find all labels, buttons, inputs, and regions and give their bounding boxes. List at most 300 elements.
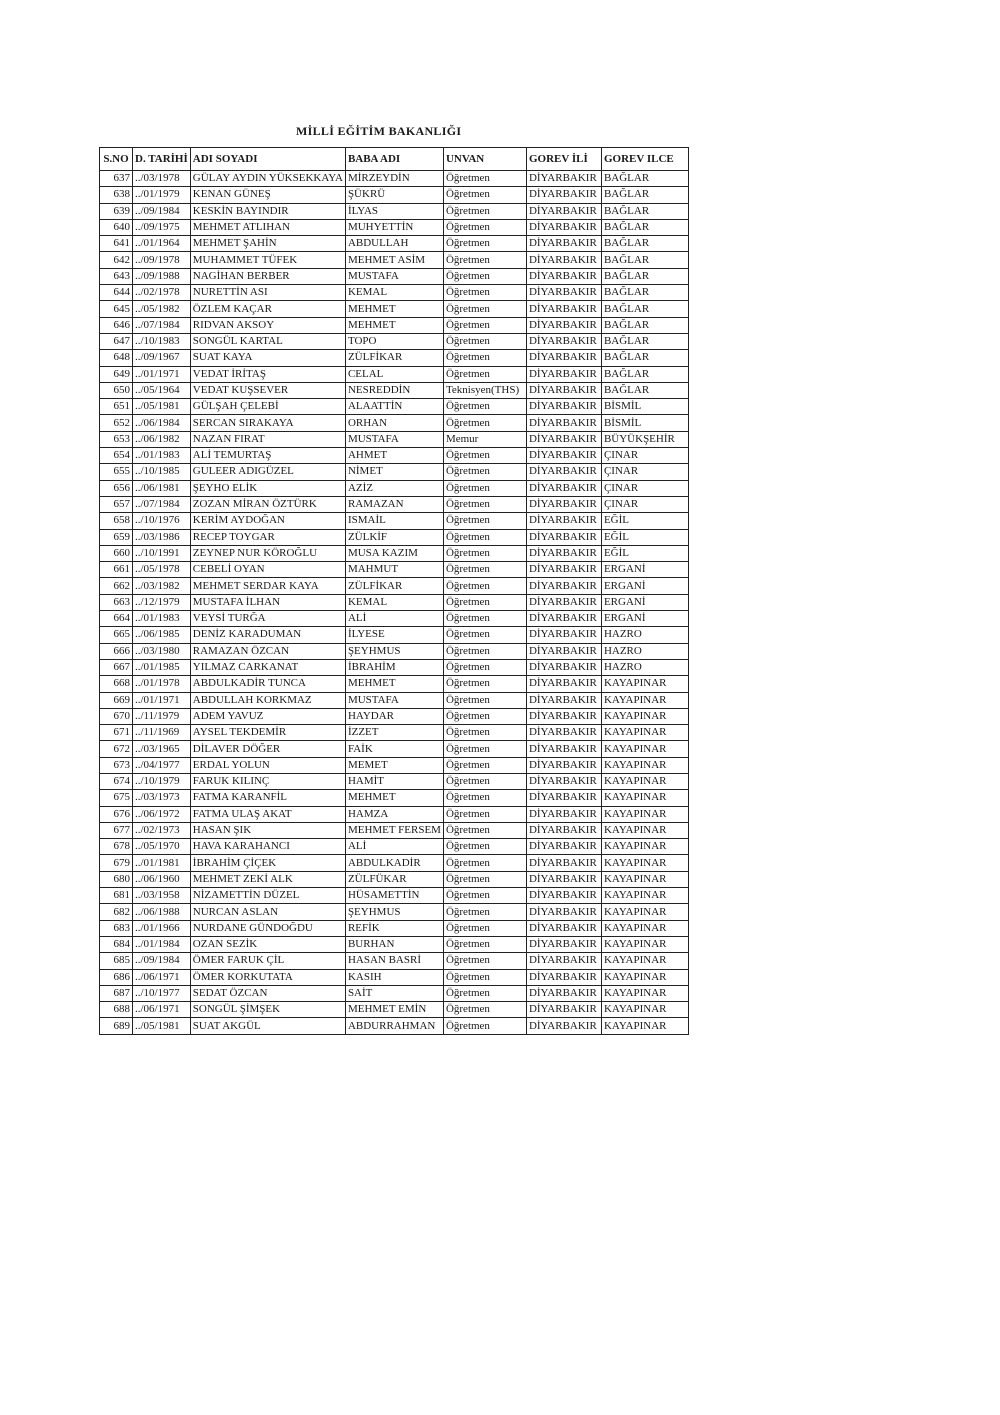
header-father-name: BABA ADI (345, 148, 443, 171)
cell-sno: 677 (100, 822, 133, 838)
cell-birth-date: ../10/1977 (133, 985, 191, 1001)
cell-province: DİYARBAKIR (526, 741, 601, 757)
cell-birth-date: ../02/1973 (133, 822, 191, 838)
cell-birth-date: ../06/1971 (133, 969, 191, 985)
cell-sno: 646 (100, 317, 133, 333)
cell-district: ERGANİ (601, 578, 688, 594)
cell-birth-date: ../10/1985 (133, 464, 191, 480)
table-row (100, 871, 689, 887)
cell-province: DİYARBAKIR (526, 366, 601, 382)
cell-district: KAYAPINAR (601, 953, 688, 969)
cell-district: ÇINAR (601, 496, 688, 512)
cell-title: Öğretmen (443, 496, 526, 512)
page-title: MİLLİ EĞİTİM BAKANLIĞI (296, 124, 462, 138)
cell-name: ZOZAN MİRAN ÖZTÜRK (190, 496, 345, 512)
cell-birth-date: ../05/1981 (133, 1018, 191, 1034)
cell-father-name: RAMAZAN (345, 496, 443, 512)
cell-district: KAYAPINAR (601, 725, 688, 741)
cell-father-name: AZİZ (345, 480, 443, 496)
cell-father-name: HAYDAR (345, 708, 443, 724)
cell-name: RIDVAN AKSOY (190, 317, 345, 333)
cell-sno: 681 (100, 888, 133, 904)
cell-district: KAYAPINAR (601, 741, 688, 757)
cell-title: Öğretmen (443, 513, 526, 529)
cell-birth-date: ../11/1969 (133, 725, 191, 741)
cell-district: BAĞLAR (601, 236, 688, 252)
cell-title: Öğretmen (443, 888, 526, 904)
table-row (100, 285, 689, 301)
cell-title: Öğretmen (443, 676, 526, 692)
cell-birth-date: ../01/1981 (133, 855, 191, 871)
cell-name: AYSEL TEKDEMİR (190, 725, 345, 741)
cell-birth-date: ../05/1964 (133, 382, 191, 398)
cell-sno: 689 (100, 1018, 133, 1034)
cell-province: DİYARBAKIR (526, 464, 601, 480)
cell-province: DİYARBAKIR (526, 480, 601, 496)
cell-name: KENAN GÜNEŞ (190, 187, 345, 203)
cell-birth-date: ../06/1971 (133, 1002, 191, 1018)
cell-title: Öğretmen (443, 659, 526, 675)
cell-district: BAĞLAR (601, 203, 688, 219)
cell-birth-date: ../09/1984 (133, 203, 191, 219)
cell-sno: 654 (100, 448, 133, 464)
cell-title: Öğretmen (443, 643, 526, 659)
cell-district: KAYAPINAR (601, 790, 688, 806)
cell-title: Öğretmen (443, 936, 526, 952)
cell-district: KAYAPINAR (601, 871, 688, 887)
cell-district: KAYAPINAR (601, 904, 688, 920)
cell-father-name: MUSTAFA (345, 268, 443, 284)
cell-father-name: CELAL (345, 366, 443, 382)
cell-name: NİZAMETTİN DÜZEL (190, 888, 345, 904)
table-row (100, 806, 689, 822)
cell-birth-date: ../01/1983 (133, 448, 191, 464)
cell-title: Öğretmen (443, 350, 526, 366)
table-row (100, 464, 689, 480)
cell-sno: 662 (100, 578, 133, 594)
table-row (100, 415, 689, 431)
cell-title: Öğretmen (443, 333, 526, 349)
personnel-table (99, 147, 689, 1035)
table-row (100, 839, 689, 855)
cell-father-name: ALİ (345, 839, 443, 855)
cell-district: EĞİL (601, 529, 688, 545)
cell-sno: 641 (100, 236, 133, 252)
cell-sno: 688 (100, 1002, 133, 1018)
cell-father-name: AHMET (345, 448, 443, 464)
cell-province: DİYARBAKIR (526, 790, 601, 806)
cell-birth-date: ../01/1966 (133, 920, 191, 936)
cell-district: KAYAPINAR (601, 985, 688, 1001)
cell-name: NURDANE GÜNDOĞDU (190, 920, 345, 936)
cell-province: DİYARBAKIR (526, 171, 601, 187)
cell-father-name: MUHYETTİN (345, 219, 443, 235)
cell-birth-date: ../03/1986 (133, 529, 191, 545)
cell-sno: 652 (100, 415, 133, 431)
cell-birth-date: ../10/1991 (133, 545, 191, 561)
table-row (100, 448, 689, 464)
cell-father-name: BURHAN (345, 936, 443, 952)
cell-father-name: ABDURRAHMAN (345, 1018, 443, 1034)
cell-name: FATMA KARANFİL (190, 790, 345, 806)
cell-father-name: ALİ (345, 611, 443, 627)
table-row (100, 985, 689, 1001)
cell-sno: 660 (100, 545, 133, 561)
cell-province: DİYARBAKIR (526, 268, 601, 284)
cell-title: Öğretmen (443, 741, 526, 757)
cell-name: MEHMET ATLIHAN (190, 219, 345, 235)
cell-birth-date: ../09/1988 (133, 268, 191, 284)
cell-title: Öğretmen (443, 611, 526, 627)
cell-title: Öğretmen (443, 236, 526, 252)
cell-birth-date: ../07/1984 (133, 317, 191, 333)
cell-title: Öğretmen (443, 757, 526, 773)
cell-birth-date: ../01/1971 (133, 366, 191, 382)
table-row (100, 431, 689, 447)
cell-birth-date: ../06/1982 (133, 431, 191, 447)
table-row (100, 773, 689, 789)
cell-province: DİYARBAKIR (526, 252, 601, 268)
cell-sno: 653 (100, 431, 133, 447)
cell-title: Öğretmen (443, 1002, 526, 1018)
cell-sno: 674 (100, 773, 133, 789)
cell-birth-date: ../01/1983 (133, 611, 191, 627)
cell-birth-date: ../11/1979 (133, 708, 191, 724)
table-header-row (100, 148, 689, 171)
cell-province: DİYARBAKIR (526, 969, 601, 985)
cell-sno: 639 (100, 203, 133, 219)
cell-birth-date: ../06/1985 (133, 627, 191, 643)
cell-father-name: ABDULLAH (345, 236, 443, 252)
table-row (100, 855, 689, 871)
cell-name: CEBELİ OYAN (190, 562, 345, 578)
cell-birth-date: ../12/1979 (133, 594, 191, 610)
cell-province: DİYARBAKIR (526, 888, 601, 904)
cell-province: DİYARBAKIR (526, 203, 601, 219)
cell-district: BAĞLAR (601, 252, 688, 268)
cell-birth-date: ../03/1982 (133, 578, 191, 594)
table-row (100, 888, 689, 904)
cell-name: NAZAN FIRAT (190, 431, 345, 447)
cell-father-name: İBRAHİM (345, 659, 443, 675)
cell-province: DİYARBAKIR (526, 757, 601, 773)
cell-birth-date: ../10/1983 (133, 333, 191, 349)
cell-title: Öğretmen (443, 725, 526, 741)
cell-birth-date: ../04/1977 (133, 757, 191, 773)
table-row (100, 708, 689, 724)
cell-sno: 638 (100, 187, 133, 203)
cell-sno: 655 (100, 464, 133, 480)
cell-name: VEDAT KUŞSEVER (190, 382, 345, 398)
table-row (100, 676, 689, 692)
cell-sno: 645 (100, 301, 133, 317)
cell-title: Öğretmen (443, 187, 526, 203)
cell-province: DİYARBAKIR (526, 545, 601, 561)
header-title: UNVAN (443, 148, 526, 171)
cell-father-name: NİMET (345, 464, 443, 480)
cell-title: Öğretmen (443, 171, 526, 187)
cell-name: ABDULKADİR TUNCA (190, 676, 345, 692)
cell-father-name: TOPO (345, 333, 443, 349)
cell-name: SERCAN SIRAKAYA (190, 415, 345, 431)
cell-district: KAYAPINAR (601, 676, 688, 692)
cell-district: ÇINAR (601, 464, 688, 480)
cell-birth-date: ../07/1984 (133, 496, 191, 512)
cell-sno: 642 (100, 252, 133, 268)
cell-name: ÖZLEM KAÇAR (190, 301, 345, 317)
cell-name: ZEYNEP NUR KÖROĞLU (190, 545, 345, 561)
cell-district: BAĞLAR (601, 333, 688, 349)
table-row (100, 171, 689, 187)
cell-title: Öğretmen (443, 1018, 526, 1034)
cell-name: GÜLŞAH ÇELEBİ (190, 399, 345, 415)
cell-father-name: NESREDDİN (345, 382, 443, 398)
cell-father-name: MEHMET FERSEM (345, 822, 443, 838)
cell-name: KERİM AYDOĞAN (190, 513, 345, 529)
cell-father-name: REFİK (345, 920, 443, 936)
table-row (100, 757, 689, 773)
cell-father-name: KASIH (345, 969, 443, 985)
cell-sno: 667 (100, 659, 133, 675)
cell-sno: 659 (100, 529, 133, 545)
cell-sno: 676 (100, 806, 133, 822)
cell-title: Öğretmen (443, 790, 526, 806)
cell-sno: 671 (100, 725, 133, 741)
cell-father-name: MEHMET EMİN (345, 1002, 443, 1018)
cell-name: HAVA KARAHANCI (190, 839, 345, 855)
cell-sno: 637 (100, 171, 133, 187)
cell-title: Öğretmen (443, 301, 526, 317)
cell-sno: 687 (100, 985, 133, 1001)
cell-district: ERGANİ (601, 594, 688, 610)
cell-sno: 683 (100, 920, 133, 936)
table-row (100, 187, 689, 203)
cell-name: KESKİN BAYINDIR (190, 203, 345, 219)
cell-sno: 678 (100, 839, 133, 855)
cell-district: BAĞLAR (601, 285, 688, 301)
cell-province: DİYARBAKIR (526, 285, 601, 301)
cell-birth-date: ../01/1979 (133, 187, 191, 203)
cell-sno: 650 (100, 382, 133, 398)
cell-province: DİYARBAKIR (526, 985, 601, 1001)
cell-father-name: MEMET (345, 757, 443, 773)
cell-name: RAMAZAN ÖZCAN (190, 643, 345, 659)
cell-name: GULEER ADIGÜZEL (190, 464, 345, 480)
cell-district: KAYAPINAR (601, 708, 688, 724)
table-row (100, 513, 689, 529)
cell-name: DENİZ KARADUMAN (190, 627, 345, 643)
cell-father-name: ALAATTİN (345, 399, 443, 415)
cell-title: Öğretmen (443, 578, 526, 594)
cell-birth-date: ../05/1981 (133, 399, 191, 415)
table-row (100, 317, 689, 333)
table-row (100, 920, 689, 936)
cell-sno: 673 (100, 757, 133, 773)
cell-name: ÖMER FARUK ÇİL (190, 953, 345, 969)
cell-father-name: HASAN BASRİ (345, 953, 443, 969)
cell-name: NURETTİN ASI (190, 285, 345, 301)
cell-sno: 648 (100, 350, 133, 366)
cell-father-name: FAİK (345, 741, 443, 757)
cell-name: SEDAT ÖZCAN (190, 985, 345, 1001)
table-row (100, 366, 689, 382)
cell-father-name: MUSTAFA (345, 431, 443, 447)
cell-sno: 666 (100, 643, 133, 659)
cell-province: DİYARBAKIR (526, 692, 601, 708)
cell-province: DİYARBAKIR (526, 333, 601, 349)
cell-birth-date: ../03/1978 (133, 171, 191, 187)
cell-province: DİYARBAKIR (526, 431, 601, 447)
cell-title: Öğretmen (443, 252, 526, 268)
cell-birth-date: ../05/1982 (133, 301, 191, 317)
cell-district: KAYAPINAR (601, 969, 688, 985)
cell-name: NURCAN ASLAN (190, 904, 345, 920)
cell-name: MEHMET ZEKİ ALK (190, 871, 345, 887)
cell-father-name: MİRZEYDİN (345, 171, 443, 187)
cell-name: İBRAHİM ÇİÇEK (190, 855, 345, 871)
header-province: GOREV İLİ (526, 148, 601, 171)
cell-father-name: ZÜLKİF (345, 529, 443, 545)
cell-name: SUAT KAYA (190, 350, 345, 366)
cell-district: BAĞLAR (601, 171, 688, 187)
cell-province: DİYARBAKIR (526, 496, 601, 512)
cell-province: DİYARBAKIR (526, 562, 601, 578)
cell-father-name: ŞEYHMUS (345, 904, 443, 920)
cell-sno: 675 (100, 790, 133, 806)
cell-province: DİYARBAKIR (526, 839, 601, 855)
cell-name: ALİ TEMURTAŞ (190, 448, 345, 464)
cell-province: DİYARBAKIR (526, 953, 601, 969)
cell-province: DİYARBAKIR (526, 415, 601, 431)
cell-name: GÜLAY AYDIN YÜKSEKKAYA (190, 171, 345, 187)
cell-province: DİYARBAKIR (526, 725, 601, 741)
cell-birth-date: ../09/1975 (133, 219, 191, 235)
cell-birth-date: ../09/1984 (133, 953, 191, 969)
cell-name: SONGÜL ŞİMŞEK (190, 1002, 345, 1018)
cell-name: ADEM YAVUZ (190, 708, 345, 724)
table-row (100, 1018, 689, 1034)
cell-province: DİYARBAKIR (526, 513, 601, 529)
cell-birth-date: ../09/1978 (133, 252, 191, 268)
table-row (100, 350, 689, 366)
header-sno: S.NO (100, 148, 133, 171)
cell-title: Öğretmen (443, 953, 526, 969)
cell-province: DİYARBAKIR (526, 1002, 601, 1018)
cell-title: Öğretmen (443, 594, 526, 610)
cell-birth-date: ../06/1972 (133, 806, 191, 822)
cell-province: DİYARBAKIR (526, 822, 601, 838)
cell-district: BAĞLAR (601, 382, 688, 398)
table-row (100, 741, 689, 757)
cell-province: DİYARBAKIR (526, 855, 601, 871)
cell-title: Öğretmen (443, 480, 526, 496)
cell-title: Öğretmen (443, 692, 526, 708)
cell-father-name: ABDULKADİR (345, 855, 443, 871)
cell-district: KAYAPINAR (601, 757, 688, 773)
cell-province: DİYARBAKIR (526, 904, 601, 920)
cell-title: Öğretmen (443, 871, 526, 887)
cell-district: BAĞLAR (601, 366, 688, 382)
cell-province: DİYARBAKIR (526, 301, 601, 317)
cell-title: Öğretmen (443, 529, 526, 545)
table-row (100, 725, 689, 741)
cell-birth-date: ../10/1976 (133, 513, 191, 529)
cell-title: Öğretmen (443, 920, 526, 936)
cell-name: YILMAZ CARKANAT (190, 659, 345, 675)
cell-father-name: MEHMET ASİM (345, 252, 443, 268)
cell-title: Öğretmen (443, 806, 526, 822)
cell-sno: 680 (100, 871, 133, 887)
cell-district: KAYAPINAR (601, 1018, 688, 1034)
cell-title: Öğretmen (443, 562, 526, 578)
table-row (100, 659, 689, 675)
cell-sno: 685 (100, 953, 133, 969)
cell-district: HAZRO (601, 659, 688, 675)
cell-name: HASAN ŞIK (190, 822, 345, 838)
table-row (100, 301, 689, 317)
cell-sno: 663 (100, 594, 133, 610)
cell-name: VEYSİ TURĞA (190, 611, 345, 627)
cell-sno: 644 (100, 285, 133, 301)
cell-name: MEHMET ŞAHİN (190, 236, 345, 252)
table-row (100, 236, 689, 252)
cell-father-name: HÜSAMETTİN (345, 888, 443, 904)
cell-district: KAYAPINAR (601, 1002, 688, 1018)
cell-sno: 672 (100, 741, 133, 757)
cell-district: BAĞLAR (601, 187, 688, 203)
table-row (100, 578, 689, 594)
cell-name: MUSTAFA İLHAN (190, 594, 345, 610)
cell-sno: 686 (100, 969, 133, 985)
table-row (100, 496, 689, 512)
table-row (100, 969, 689, 985)
cell-district: KAYAPINAR (601, 773, 688, 789)
cell-sno: 656 (100, 480, 133, 496)
cell-province: DİYARBAKIR (526, 448, 601, 464)
cell-father-name: SAİT (345, 985, 443, 1001)
cell-name: ABDULLAH KORKMAZ (190, 692, 345, 708)
cell-birth-date: ../01/1971 (133, 692, 191, 708)
cell-father-name: ORHAN (345, 415, 443, 431)
cell-name: NAGİHAN BERBER (190, 268, 345, 284)
header-birth-date: D. TARİHİ (133, 148, 191, 171)
cell-sno: 679 (100, 855, 133, 871)
table-row (100, 399, 689, 415)
cell-birth-date: ../09/1967 (133, 350, 191, 366)
cell-title: Öğretmen (443, 839, 526, 855)
cell-name: FARUK KILINÇ (190, 773, 345, 789)
cell-father-name: MUSA KAZIM (345, 545, 443, 561)
table-row (100, 562, 689, 578)
cell-title: Öğretmen (443, 317, 526, 333)
cell-district: KAYAPINAR (601, 806, 688, 822)
cell-province: DİYARBAKIR (526, 382, 601, 398)
cell-district: BİSMİL (601, 415, 688, 431)
cell-province: DİYARBAKIR (526, 611, 601, 627)
cell-title: Öğretmen (443, 268, 526, 284)
cell-district: ÇINAR (601, 480, 688, 496)
cell-sno: 670 (100, 708, 133, 724)
cell-district: KAYAPINAR (601, 888, 688, 904)
cell-district: BAĞLAR (601, 219, 688, 235)
cell-father-name: ZÜLFİKAR (345, 578, 443, 594)
cell-name: RECEP TOYGAR (190, 529, 345, 545)
cell-sno: 658 (100, 513, 133, 529)
table-row (100, 953, 689, 969)
cell-title: Öğretmen (443, 904, 526, 920)
cell-birth-date: ../03/1958 (133, 888, 191, 904)
cell-province: DİYARBAKIR (526, 936, 601, 952)
